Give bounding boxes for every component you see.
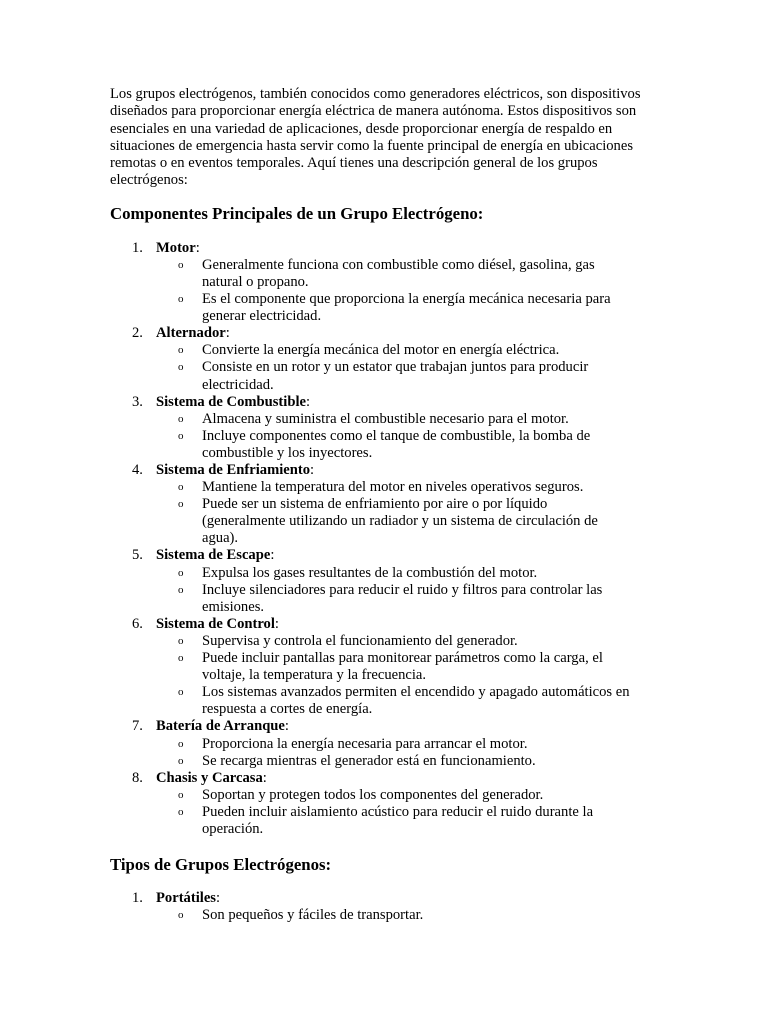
types-list xyxy=(110,890,668,924)
circle-bullet-icon: o xyxy=(178,361,184,374)
component-item-colon: : xyxy=(306,393,311,410)
component-item-colon: : xyxy=(195,239,200,256)
circle-bullet-icon: o xyxy=(178,293,184,306)
component-sub-item-text: Supervisa y controla el funcionamiento del generador. xyxy=(202,632,518,649)
component-sub-item-text: Los sistemas avanzados permiten el encendido y apagado automáticos en respuesta a cortes de energía. xyxy=(202,684,630,718)
type-item-title: Portátiles xyxy=(156,890,216,907)
component-sub-item-text: Soportan y protegen todos los componentes del generador. xyxy=(202,786,544,803)
component-item-title: Sistema de Escape xyxy=(156,547,271,564)
component-item-number: 5. xyxy=(132,547,143,564)
type-sub-list xyxy=(156,907,668,924)
component-item-title: Alternador xyxy=(156,325,226,342)
component-sub-item xyxy=(156,684,634,718)
component-item-number: 7. xyxy=(132,718,143,735)
component-sub-item xyxy=(156,582,634,616)
component-item-colon: : xyxy=(284,718,289,735)
component-item-title: Sistema de Enfriamiento xyxy=(156,462,311,478)
component-sub-item-text: Se recarga mientras el generador está en funcionamiento. xyxy=(202,752,536,769)
component-sub-list xyxy=(156,411,668,462)
component-sub-list xyxy=(156,342,668,393)
component-sub-item xyxy=(156,428,634,462)
component-sub-item-text: Convierte la energía mecánica del motor en energía eléctrica. xyxy=(202,342,560,359)
component-item xyxy=(110,240,668,325)
component-item-title: Sistema de Control xyxy=(156,615,275,632)
component-sub-item-text: Proporciona la energía necesaria para arrancar el motor. xyxy=(202,735,528,752)
component-item xyxy=(110,325,668,393)
component-sub-item-text: Pueden incluir aislamiento acústico para reducir el ruido durante la operación. xyxy=(202,803,594,837)
component-item xyxy=(110,394,668,462)
component-sub-list xyxy=(156,479,668,547)
component-sub-item xyxy=(156,342,634,359)
circle-bullet-icon: o xyxy=(178,429,184,442)
component-sub-item-text: Almacena y suministra el combustible necesario para el motor. xyxy=(202,410,569,427)
circle-bullet-icon: o xyxy=(178,583,184,596)
component-item-title: Motor xyxy=(156,239,196,256)
component-item-title: Chasis y Carcasa xyxy=(156,769,263,786)
component-item-number: 1. xyxy=(132,239,143,256)
components-list xyxy=(110,240,668,838)
circle-bullet-icon: o xyxy=(178,652,184,665)
type-item xyxy=(110,890,668,924)
component-item xyxy=(110,770,668,838)
component-sub-item xyxy=(156,565,634,582)
component-item-number: 4. xyxy=(132,462,143,478)
component-sub-item-text: Consiste en un rotor y un estator que trabajan juntos para producir electricidad. xyxy=(202,359,589,393)
component-item xyxy=(110,462,668,547)
component-item-title: Batería de Arranque xyxy=(156,718,285,735)
circle-bullet-icon: o xyxy=(178,788,184,801)
component-sub-list xyxy=(156,787,668,838)
component-sub-item xyxy=(156,479,634,496)
component-sub-item xyxy=(156,804,634,838)
intro-paragraph: Los grupos electrógenos, también conocidos como generadores eléctricos, son dispositivos diseñados para proporcionar energía eléctrica de manera autónoma. Estos dispositivos son esenciales en una variedad de aplicaciones, desde proporcionar energía de respaldo en situaciones de emergencia hasta servir como la fuente principal de energía en ubicaciones remotas o en eventos temporales. Aquí tienes una descripción general de los grupos electrógenos: xyxy=(110,86,641,189)
components-heading: Componentes Principales de un Grupo Electrógeno: xyxy=(110,203,484,223)
component-item xyxy=(110,616,668,719)
component-sub-item xyxy=(156,753,634,770)
component-sub-list xyxy=(156,736,668,770)
component-sub-list xyxy=(156,257,668,325)
component-sub-item-text: Puede ser un sistema de enfriamiento por aire o por líquido (generalmente utilizando un radiador y un sistema de circulación de agua). xyxy=(202,496,598,547)
component-sub-item xyxy=(156,257,634,291)
circle-bullet-icon: o xyxy=(178,805,184,818)
component-item-colon: : xyxy=(262,769,267,786)
component-sub-item xyxy=(156,359,634,393)
circle-bullet-icon: o xyxy=(178,498,184,511)
component-item-number: 2. xyxy=(132,325,143,342)
circle-bullet-icon: o xyxy=(178,754,184,767)
component-sub-item-text: Generalmente funciona con combustible como diésel, gasolina, gas natural o propano. xyxy=(202,256,595,290)
component-sub-item-text: Mantiene la temperatura del motor en niveles operativos seguros. xyxy=(202,479,584,496)
component-sub-list xyxy=(156,633,668,718)
component-item-colon: : xyxy=(274,615,279,632)
component-item-colon: : xyxy=(270,547,275,564)
component-sub-item xyxy=(156,291,634,325)
component-sub-item-text: Es el componente que proporciona la energía mecánica necesaria para generar electricidad. xyxy=(202,291,611,325)
component-sub-item xyxy=(156,787,634,804)
component-item-title: Sistema de Combustible xyxy=(156,393,306,410)
component-sub-item xyxy=(156,736,634,753)
circle-bullet-icon: o xyxy=(178,412,184,425)
component-sub-list xyxy=(156,565,668,616)
component-sub-item xyxy=(156,496,634,547)
circle-bullet-icon: o xyxy=(178,258,184,271)
component-sub-item xyxy=(156,411,634,428)
component-item-number: 3. xyxy=(132,393,143,410)
types-heading: Tipos de Grupos Electrógenos: xyxy=(110,855,332,875)
component-item-number: 8. xyxy=(132,769,143,786)
component-item xyxy=(110,547,668,615)
component-sub-item-text: Puede incluir pantallas para monitorear parámetros como la carga, el voltaje, la temperatura y la frecuencia. xyxy=(202,650,603,684)
type-item-number: 1. xyxy=(132,890,143,907)
component-item xyxy=(110,718,668,769)
circle-bullet-icon: o xyxy=(178,481,184,494)
circle-bullet-icon: o xyxy=(178,566,184,579)
type-sub-item xyxy=(156,907,634,924)
component-item-number: 6. xyxy=(132,615,143,632)
component-sub-item-text: Incluye componentes como el tanque de combustible, la bomba de combustible y los inyectores. xyxy=(202,427,591,461)
circle-bullet-icon: o xyxy=(178,344,184,357)
component-sub-item xyxy=(156,650,634,684)
component-sub-item xyxy=(156,633,634,650)
type-sub-item-text: Son pequeños y fáciles de transportar. xyxy=(202,907,424,924)
circle-bullet-icon: o xyxy=(178,686,184,699)
circle-bullet-icon: o xyxy=(178,909,184,922)
component-sub-item-text: Expulsa los gases resultantes de la combustión del motor. xyxy=(202,564,538,581)
circle-bullet-icon: o xyxy=(178,737,184,750)
circle-bullet-icon: o xyxy=(178,634,184,647)
component-sub-item-text: Incluye silenciadores para reducir el ruido y filtros para controlar las emisiones. xyxy=(202,581,603,615)
type-item-colon: : xyxy=(215,890,221,907)
component-item-colon: : xyxy=(225,325,230,342)
component-item-colon: : xyxy=(310,462,315,478)
